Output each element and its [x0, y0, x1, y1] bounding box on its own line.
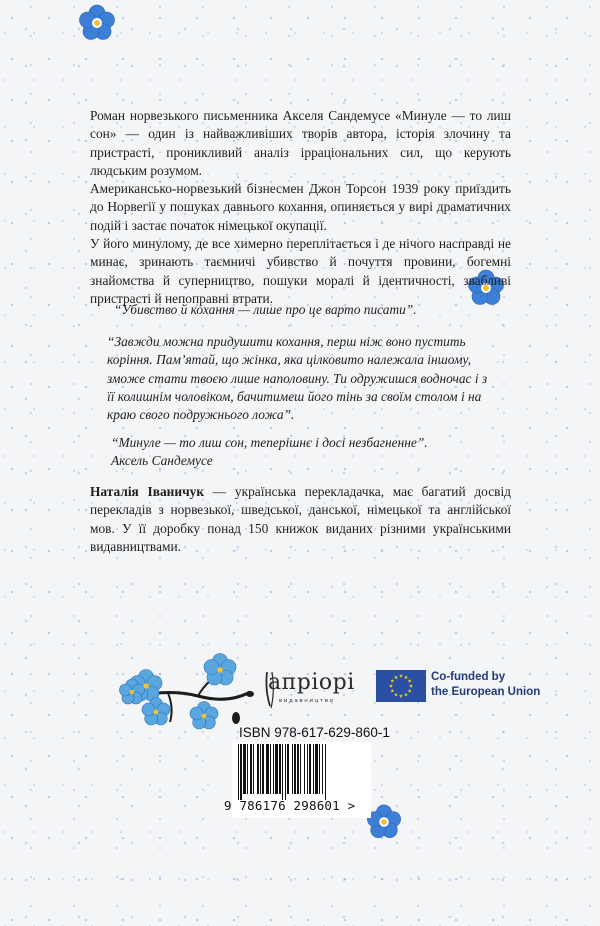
barcode-bar	[300, 744, 301, 794]
eu-cofunded-label	[431, 670, 551, 700]
barcode-bar	[313, 744, 314, 794]
barcode-bar	[292, 744, 293, 794]
isbn-label: ISBN 978-617-629-860-1	[239, 725, 390, 740]
barcode-bar	[262, 744, 264, 794]
barcode-bar	[325, 744, 326, 800]
barcode-bar	[309, 744, 311, 794]
quote-line: краю свого подружнього ложа”.	[107, 407, 295, 423]
barcode-bar	[322, 744, 323, 794]
barcode-bar	[250, 744, 252, 794]
barcode-bar	[238, 744, 239, 800]
barcode-bar	[273, 744, 274, 794]
quote-past-dream	[111, 434, 511, 471]
publisher-subtitle: видавництво	[279, 698, 335, 704]
barcode-bar	[279, 744, 281, 794]
quote-author: Аксель Сандемусе	[111, 453, 213, 469]
barcode-icon	[236, 744, 367, 800]
quote-line: зможе стати твоєю лише наполовину. Ти одружишся водночас і з	[107, 370, 488, 386]
flower-branch-icon	[108, 648, 258, 738]
quote-line: “Минуле — то лиш сон, теперішнє і досі незбагненне”.	[111, 435, 428, 450]
publisher-name: апріорі	[268, 670, 355, 695]
description-paragraph: У його минулому, де все химерно переплітається і де нічого насправді не минає, зринають таємничі убивство й почуття провини, богемні знайомства й суперництво, пошуки моралі й ідентичності, звабливі пристрасті й непоправні втрати.	[90, 236, 511, 306]
barcode-bar	[294, 744, 296, 794]
barcode-digits: 9 786176 298601 >	[224, 798, 356, 813]
barcode-bar	[285, 744, 286, 800]
barcode-bar	[253, 744, 254, 794]
barcode-bar	[260, 744, 261, 794]
translator-bio	[90, 483, 511, 556]
description-paragraph: Американсько-норвезький бізнесмен Джон Торсон 1939 року приїздить до Норвегії у пошуках давнього кохання, опиняється у вирі драматичних подій і застає початок німецької окупації.	[90, 181, 511, 233]
translator-bio-text: — українська перекладачка, має багатий досвід перекладів з норвезької, шведської, данської, німецької та англійської мов. У її доробку понад 150 книжок виданих різними українськими видавництвами.	[90, 484, 511, 554]
barcode-bar	[297, 744, 299, 794]
barcode-bar	[247, 744, 248, 794]
barcode-bar	[307, 744, 308, 794]
book-description	[90, 107, 511, 308]
barcode-bar	[270, 744, 271, 794]
eu-flag-icon	[376, 670, 426, 702]
description-paragraph: Роман норвезького письменника Акселя Сандемусе «Минуле — то лиш сон» — один із найважливіших творів автора, історія злочину та пристрасті, проникливий аналіз ірраціональних сил, що керують людським розумом.	[90, 108, 511, 178]
eu-line-1: Co-funded by	[431, 671, 506, 683]
barcode-bar	[257, 744, 259, 794]
quote-love-murder: “Убивство й кохання — лише про це варто писати”.	[114, 302, 417, 317]
quote-love-roots	[107, 333, 507, 424]
barcode-bar	[240, 744, 242, 800]
barcode-bar	[315, 744, 318, 794]
quote-line: коріння. Пам’ятай, що жінка, яка цілковито належала іншому,	[107, 352, 472, 368]
quote-line: її колишнім чоловіком, бачитимеш його тінь за своїм столом і на	[107, 388, 482, 404]
translator-name: Наталія Іваничук	[90, 484, 205, 499]
quote-line: “Завжди можна придушити кохання, перш ніж воно пустить	[107, 334, 466, 349]
barcode-bar	[243, 744, 246, 794]
eu-line-2: the European Union	[431, 686, 541, 698]
barcode-bar	[304, 744, 305, 794]
barcode-bar	[282, 744, 283, 800]
barcode-bar	[287, 744, 289, 794]
barcode-bar	[319, 744, 320, 794]
forget-me-not-flower-icon	[76, 2, 118, 44]
barcode-bar	[266, 744, 269, 794]
barcode-bar	[275, 744, 278, 794]
